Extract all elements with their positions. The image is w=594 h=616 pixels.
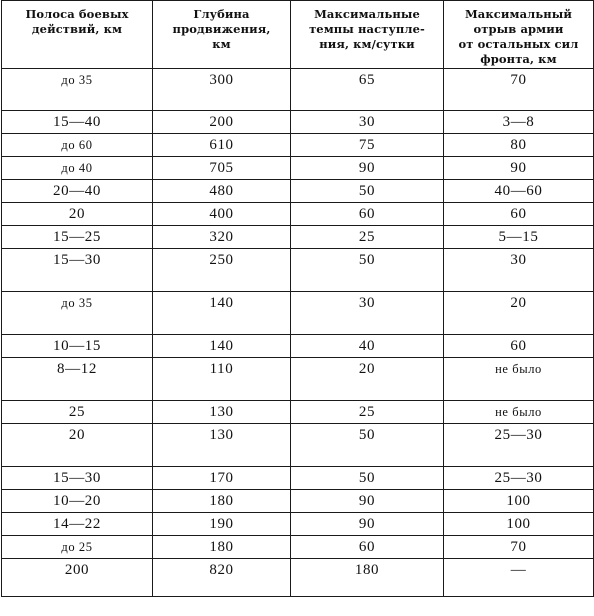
header-text-line: от остальных сил bbox=[458, 37, 579, 51]
header-row bbox=[2, 1, 594, 69]
cell-front-width: 200 bbox=[2, 559, 153, 597]
table-row bbox=[2, 401, 594, 424]
cell-max-tempo: 40 bbox=[291, 335, 444, 358]
cell-front-width: до 25 bbox=[2, 536, 153, 559]
cell-advance-depth: 180 bbox=[153, 490, 291, 513]
table-row bbox=[2, 226, 594, 249]
table-row bbox=[2, 157, 594, 180]
cell-advance-depth: 130 bbox=[153, 424, 291, 467]
cell-advance-depth: 400 bbox=[153, 203, 291, 226]
table-row bbox=[2, 69, 594, 111]
cell-advance-depth: 190 bbox=[153, 513, 291, 536]
cell-max-gap: 60 bbox=[444, 203, 594, 226]
cell-max-tempo: 30 bbox=[291, 292, 444, 335]
table-row bbox=[2, 358, 594, 401]
cell-max-tempo: 50 bbox=[291, 249, 444, 292]
header-text-line: действий, км bbox=[31, 22, 123, 36]
header-text-line: отрыв армии bbox=[473, 22, 564, 36]
cell-front-width: 20—40 bbox=[2, 180, 153, 203]
cell-front-width: 25 bbox=[2, 401, 153, 424]
cell-max-tempo: 50 bbox=[291, 467, 444, 490]
header-text-line: темпы наступле- bbox=[309, 22, 425, 36]
cell-max-tempo: 25 bbox=[291, 226, 444, 249]
cell-max-tempo: 65 bbox=[291, 69, 444, 111]
cell-max-tempo: 180 bbox=[291, 559, 444, 597]
header-front-width bbox=[2, 1, 153, 69]
cell-max-tempo: 30 bbox=[291, 111, 444, 134]
header-max-gap bbox=[444, 1, 594, 69]
cell-max-gap: 100 bbox=[444, 513, 594, 536]
cell-max-gap: 30 bbox=[444, 249, 594, 292]
table-row bbox=[2, 134, 594, 157]
table-row bbox=[2, 180, 594, 203]
cell-max-tempo: 20 bbox=[291, 358, 444, 401]
table-row bbox=[2, 513, 594, 536]
cell-front-width: до 35 bbox=[2, 292, 153, 335]
cell-front-width: до 40 bbox=[2, 157, 153, 180]
cell-advance-depth: 250 bbox=[153, 249, 291, 292]
cell-advance-depth: 820 bbox=[153, 559, 291, 597]
cell-advance-depth: 320 bbox=[153, 226, 291, 249]
cell-max-gap: 70 bbox=[444, 536, 594, 559]
cell-max-tempo: 25 bbox=[291, 401, 444, 424]
cell-advance-depth: 140 bbox=[153, 292, 291, 335]
cell-front-width: до 60 bbox=[2, 134, 153, 157]
table-row bbox=[2, 335, 594, 358]
cell-advance-depth: 170 bbox=[153, 467, 291, 490]
cell-advance-depth: 480 bbox=[153, 180, 291, 203]
cell-max-gap: 90 bbox=[444, 157, 594, 180]
header-text-line: Максимальные bbox=[314, 7, 420, 21]
cell-front-width: до 35 bbox=[2, 69, 153, 111]
cell-max-gap: 60 bbox=[444, 335, 594, 358]
cell-max-tempo: 90 bbox=[291, 157, 444, 180]
cell-max-gap: 80 bbox=[444, 134, 594, 157]
cell-max-gap: 5—15 bbox=[444, 226, 594, 249]
table-row bbox=[2, 490, 594, 513]
cell-max-gap: 40—60 bbox=[444, 180, 594, 203]
cell-max-gap: 25—30 bbox=[444, 467, 594, 490]
cell-max-tempo: 90 bbox=[291, 490, 444, 513]
table-row bbox=[2, 424, 594, 467]
cell-max-gap: 100 bbox=[444, 490, 594, 513]
table-row bbox=[2, 249, 594, 292]
header-advance-depth bbox=[153, 1, 291, 69]
data-table bbox=[1, 0, 594, 597]
cell-max-gap: 25—30 bbox=[444, 424, 594, 467]
cell-front-width: 8—12 bbox=[2, 358, 153, 401]
cell-advance-depth: 705 bbox=[153, 157, 291, 180]
cell-max-tempo: 60 bbox=[291, 536, 444, 559]
cell-front-width: 15—30 bbox=[2, 467, 153, 490]
header-text-line: км bbox=[212, 37, 231, 51]
table-row bbox=[2, 111, 594, 134]
cell-max-gap: — bbox=[444, 559, 594, 597]
cell-advance-depth: 610 bbox=[153, 134, 291, 157]
cell-max-tempo: 90 bbox=[291, 513, 444, 536]
cell-front-width: 15—25 bbox=[2, 226, 153, 249]
header-text-line: фронта, км bbox=[480, 52, 557, 66]
header-text-line: Полоса боевых bbox=[25, 7, 129, 21]
cell-max-gap: 70 bbox=[444, 69, 594, 111]
cell-max-gap: не было bbox=[444, 401, 594, 424]
cell-max-gap: не было bbox=[444, 358, 594, 401]
table-row bbox=[2, 203, 594, 226]
cell-front-width: 20 bbox=[2, 424, 153, 467]
table-row bbox=[2, 559, 594, 597]
header-text-line: Максимальный bbox=[464, 7, 573, 21]
cell-advance-depth: 180 bbox=[153, 536, 291, 559]
cell-max-gap: 3—8 bbox=[444, 111, 594, 134]
header-max-tempo bbox=[291, 1, 444, 69]
cell-advance-depth: 110 bbox=[153, 358, 291, 401]
cell-max-tempo: 50 bbox=[291, 180, 444, 203]
header-text-line: Глубина bbox=[193, 7, 250, 21]
cell-front-width: 14—22 bbox=[2, 513, 153, 536]
table-row bbox=[2, 292, 594, 335]
cell-max-tempo: 60 bbox=[291, 203, 444, 226]
cell-advance-depth: 300 bbox=[153, 69, 291, 111]
cell-advance-depth: 200 bbox=[153, 111, 291, 134]
table-row bbox=[2, 536, 594, 559]
cell-max-tempo: 50 bbox=[291, 424, 444, 467]
cell-advance-depth: 130 bbox=[153, 401, 291, 424]
cell-advance-depth: 140 bbox=[153, 335, 291, 358]
header-text-line: продвижения, bbox=[172, 22, 271, 36]
cell-max-gap: 20 bbox=[444, 292, 594, 335]
header-text-line: ния, км/сутки bbox=[319, 37, 415, 51]
cell-front-width: 15—40 bbox=[2, 111, 153, 134]
cell-max-tempo: 75 bbox=[291, 134, 444, 157]
cell-front-width: 20 bbox=[2, 203, 153, 226]
cell-front-width: 10—15 bbox=[2, 335, 153, 358]
table-row bbox=[2, 467, 594, 490]
cell-front-width: 15—30 bbox=[2, 249, 153, 292]
cell-front-width: 10—20 bbox=[2, 490, 153, 513]
